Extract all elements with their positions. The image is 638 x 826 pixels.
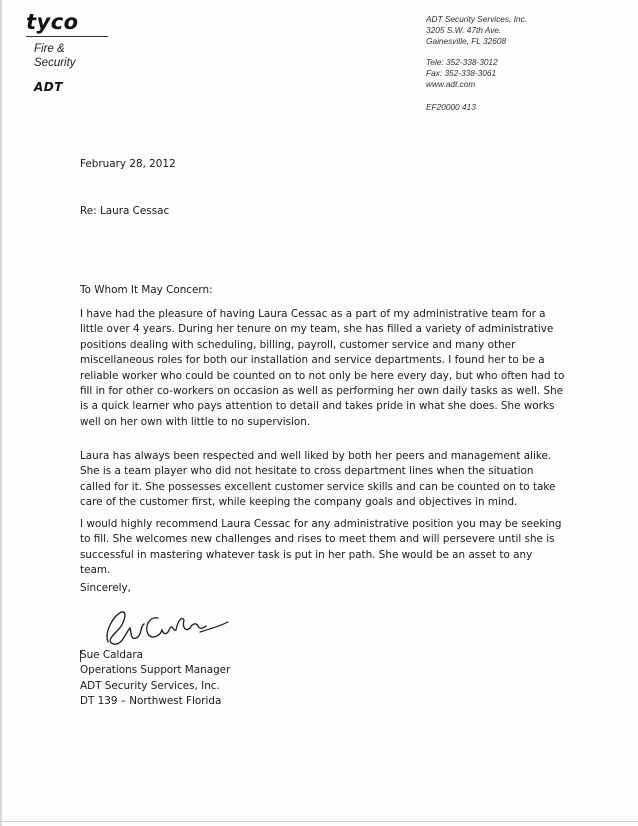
signature-block: [80, 648, 230, 710]
letter-date: February 28, 2012: [80, 158, 176, 170]
division-line-2: Security: [34, 57, 76, 69]
reference-number: EF20000 413: [426, 102, 476, 112]
adt-logo: ADT: [34, 80, 63, 94]
signer-name: Sue Caldara: [80, 649, 143, 661]
page-edge-bottom: [0, 821, 638, 822]
closing: Sincerely,: [80, 582, 131, 594]
division-name: [34, 42, 124, 70]
fax-number: Fax: 352-338-3061: [426, 68, 497, 78]
company-contact: [426, 57, 616, 90]
website: www.adt.com: [426, 79, 476, 89]
logo-divider: [26, 36, 108, 37]
division-line-1: Fire &: [34, 43, 65, 55]
company-name: ADT Security Services, Inc.: [426, 14, 527, 24]
signer-company: ADT Security Services, Inc.: [80, 679, 220, 692]
city-address: Gainesville, FL 32608: [426, 36, 507, 46]
subject-line: Re: Laura Cessac: [80, 205, 170, 217]
signer-title: Operations Support Manager: [80, 664, 231, 677]
company-address: [426, 14, 616, 47]
street-address: 3205 S.W. 47th Ave.: [426, 25, 502, 35]
paragraph-1: I have had the pleasure of having Laura Cessac as a part of my administrative team for a little over 4 years. During her tenure on my team, she has filled a variety of administrative positions dealing with scheduling, billing, payroll, customer service and many other miscellaneous roles for both our installation and service departments. I found her to be a reliable worker who could be counted on to not only be here every day, but who often had to fill in for other co-workers on occasion as well as performing her own daily tasks as well. She is a quick learner who pays attention to detail and takes pride in what she does. She works well on her own with little to no supervision.: [80, 308, 565, 428]
tyco-logo: tyco: [26, 10, 79, 34]
paragraph-2: Laura has always been respected and well liked by both her peers and management alike. She is a team player who did not hesitate to cross department lines when the situation called for it. She possesses excellent customer service skills and can be counted on to take care of the customer first, while keeping the company goals and objectives in mind.: [80, 450, 556, 509]
signer-location: DT 139 – Northwest Florida: [80, 695, 222, 708]
salutation: To Whom It May Concern:: [80, 284, 213, 296]
handwritten-signature: [100, 602, 230, 652]
phone-number: Tele: 352-338-3012: [426, 57, 498, 67]
paragraph-3: I would highly recommend Laura Cessac for any administrative position you may be seeking to fill. She welcomes new challenges and rises to meet them and will persevere until she is successful in mastering whatever task is put in her path. She would be an asset to any team.: [80, 518, 562, 577]
page-edge: [0, 0, 2, 826]
